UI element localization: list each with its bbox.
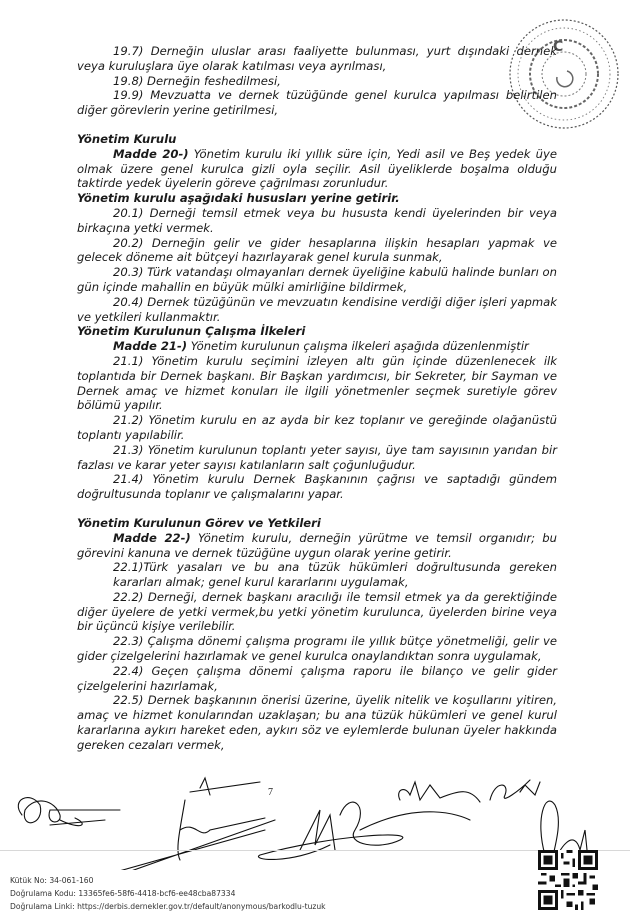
- madde-21: Madde 21-) Yönetim kurulunun çalışma ilkeleri aşağıda düzenlenmiştir: [113, 339, 529, 354]
- madde-label: Madde 20-): [113, 146, 189, 161]
- item-22-4: 22.4) Geçen çalışma dönemi çalışma raporu ile bilanço ve gelir gider çizelgelerini hazırlamak,: [77, 663, 557, 693]
- item-22-5: 22.5) Dernek başkanının önerisi üzerine, üyelik nitelik ve koşullarını yitiren, amaç ve hizmet konularından uzaklaşan; bu ana tüzük hükümleri ve genel kurul kararlarına aykırı hareket eden, aykırı söz ve eylemlerde bulunan üyeler hakkında gereken cezaları vermek,: [77, 693, 557, 752]
- item-21-1: 21.1) Yönetim kurulu seçimini izleyen altı gün içinde düzenlenecek ilk toplantıda bir Dernek başkanı. Bir Başkan yardımcısı, bir Sekreter, bir Sayman ve Dernek amaç ve hizmet konuları ile ilgili yönetmenler seçmek suretiyle görev bölümü yapılır.: [77, 353, 557, 413]
- signature-5-icon: [490, 780, 540, 800]
- madde-22: Madde 22-) Yönetim kurulu, derneğin yürütme ve temsil organıdır; bu görevini kanuna ve dernek tüzüğüne uygun olarak yerine getirir.: [77, 530, 558, 560]
- item-19-8: 19.8) Derneğin feshedilmesi,: [113, 73, 281, 88]
- section-heading-yonetim-kurulu: Yönetim Kurulu: [77, 131, 177, 146]
- kutuk-no: Kütük No: 34-061-160: [10, 876, 94, 885]
- page-number: 7: [268, 787, 273, 798]
- signature-4-icon: [399, 782, 480, 802]
- item-20-3: 20.3) Türk vatandaşı olmayanları dernek üyeliğine kabulü halinde bunları on gün içinde mahallin en büyük mülki amirliğine bildirmek,: [77, 265, 557, 294]
- item-21-3: 21.3) Yönetim kurulunun toplantı yeter sayısı, üye tam sayısının yarıdan bir fazlası ve karar yeter sayısı katılanların salt çoğunluğudur.: [77, 442, 557, 472]
- item-20-2: 20.2) Derneğin gelir ve gider hesaplarına ilişkin hesapları yapmak ve gelecek döneme ait bütçeyi hazırlayarak genel kurula sunmak,: [77, 235, 557, 265]
- madde-20: Madde 20-) Yönetim kurulu iki yıllık süre için, Yedi asil ve Beş yedek üye olmak üzere genel kurulca gizli oyla seçilir. Asil üyeliklerde boşalma olduğu taktirde yedek üyelerin göreve çağrılması zorunludur.: [77, 146, 557, 191]
- item-21-4: 21.4) Yönetim kurulu Dernek Başkanının çağrısı ve saptadığı gündem doğrultusunda toplanır ve çalışmalarını yapar.: [77, 472, 557, 502]
- verification-link[interactable]: Doğrulama Linki: https://derbis.dernekler.gov.tr/default/anonymous/barkodlu-tuzuk: [10, 902, 326, 911]
- item-20-1: 20.1) Derneği temsil etmek veya bu hususta kendi üyelerinden bir veya birkaçına yetki vermek.: [77, 205, 557, 235]
- signatures: [0, 770, 630, 870]
- section-heading-gorev-yetkileri: Yönetim Kurulunun Görev ve Yetkileri: [77, 515, 321, 530]
- item-22-3: 22.3) Çalışma dönemi çalışma programı ile yıllık bütçe yönetmeliği, gelir ve gider çizelgelerini hazırlamak ve genel kurulca onaylandıktan sonra uygulamak,: [77, 634, 557, 664]
- item-19-9: 19.9) Mevzuatta ve dernek tüzüğünde genel kurulca yapılması belirtilen diğer görevlerin yerine getirilmesi,: [77, 88, 557, 118]
- signature-2-icon: [100, 778, 275, 870]
- item-20-4: 20.4) Dernek tüzüğünün ve mevzuatın kendisine verdiği diğer işleri yapmak ve yetkileri kullanmaktır.: [77, 294, 557, 324]
- madde-label: Madde 21-): [113, 339, 188, 354]
- document-body: [77, 44, 557, 753]
- qr-code-icon[interactable]: [538, 849, 598, 911]
- item-22-1: 22.1)Türk yasaları ve bu ana tüzük hükümleri doğrultusunda gereken kararları almak; genel kurul kararlarını uygulamak,: [113, 560, 557, 590]
- svg-text:C: C: [553, 39, 564, 55]
- item-21-2: 21.2) Yönetim kurulu en az ayda bir kez toplanır ve gereğinde olağanüstü toplantı yapılabilir.: [77, 413, 558, 442]
- section-heading-calisma-ilkeleri: Yönetim Kurulunun Çalışma İlkeleri: [77, 324, 306, 339]
- section-subheading: Yönetim kurulu aşağıdaki hususları yerine getirir.: [77, 191, 400, 206]
- madde-label: Madde 22-): [113, 530, 191, 545]
- footer-divider: [0, 850, 630, 851]
- item-19-7: 19.7) Derneğin uluslar arası faaliyette bulunması, yurt dışındaki dernek veya kuruluşlara üye olarak katılması veya ayrılması,: [77, 44, 558, 73]
- verification-footer: [10, 874, 326, 913]
- item-22-2: 22.2) Derneği, dernek başkanı aracılığı ile temsil etmek ya da gerektiğinde diğer üyelere de yetki vermek,bu yetki yönetim kurulunca, üyelerden birine veya bir üçüncü kişiye verilebilir.: [77, 589, 557, 634]
- signature-1-icon: [18, 798, 120, 826]
- verification-code: Doğrulama Kodu: 13365fe6-58f6-4418-bcf6-ee48cba87334: [10, 889, 236, 898]
